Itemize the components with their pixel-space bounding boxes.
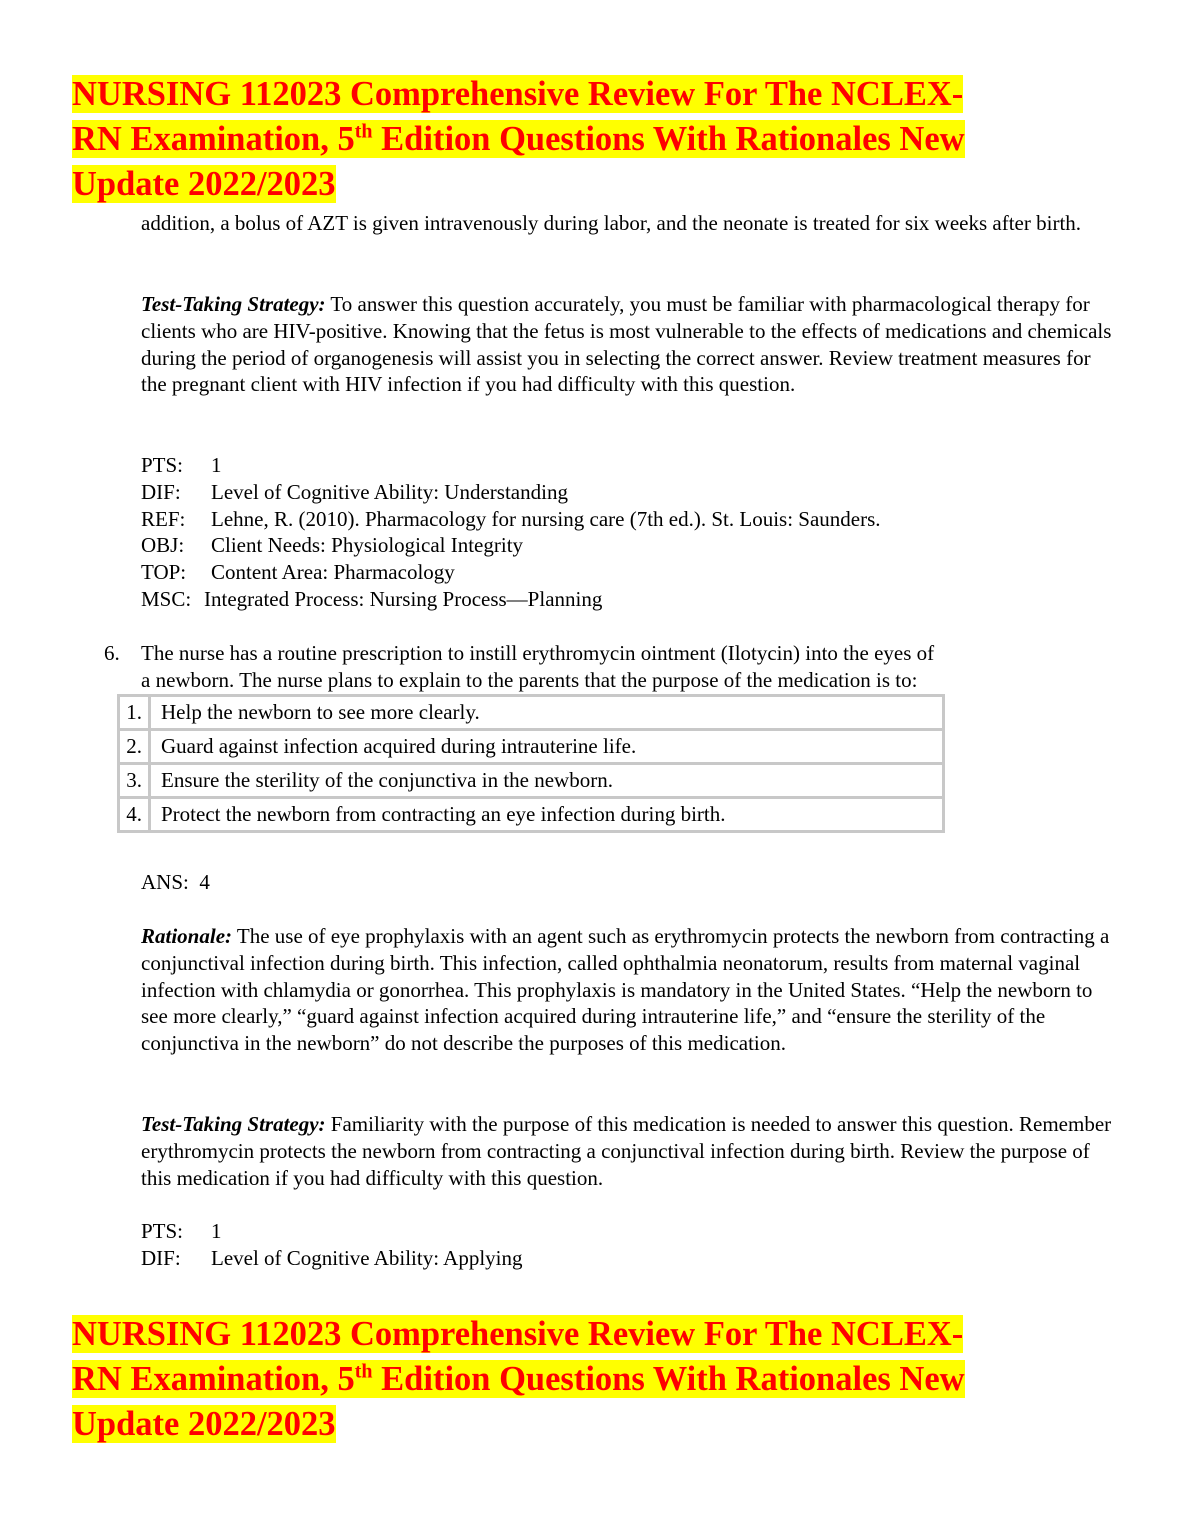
banner-line-3: Update 2022/2023 (72, 1405, 336, 1443)
banner-line-2: RN Examination, 5th Edition Questions With Rationales New (72, 120, 965, 158)
option-number: 1. (119, 696, 150, 730)
option-text: Protect the newborn from contracting an eye infection during birth. (150, 798, 944, 832)
banner-line-3: Update 2022/2023 (72, 165, 336, 203)
answer: ANS: 4 (141, 870, 210, 894)
rationale-text: The use of eye prophylaxis with an agent such as erythromycin protects the newborn from contracting a conjunctival infection during birth. This infection, called ophthalmia neonatorum, results from maternal vaginal infection with chlamydia or gonorrhea. This prophylaxis is mandatory in the United States. “Help the newborn to see more clearly,” “guard against infection acquired during intrauterine life,” and “ensure the sterility of the conjunctiva in the newborn” do not describe the purposes of this medication. (141, 924, 1110, 1056)
option-number: 4. (119, 798, 150, 832)
meta-row: MSC: Integrated Process: Nursing Process—Planning (141, 586, 603, 611)
meta-row: DIF: Level of Cognitive Ability: Applying (141, 1245, 523, 1270)
question-stem: The nurse has a routine prescription to instill erythromycin ointment (Ilotycin) into the eyes of a newborn. The nurse plans to explain to the parents that the purpose of the medication is to: (141, 641, 935, 692)
rationale (141, 923, 1121, 1057)
q6-strategy-text: Familiarity with the purpose of this medication is needed to answer this question. Remember erythromycin protects the newborn from contracting a conjunctival infection during birth. Review the purpose of this medication if you had difficulty with this question. (141, 1112, 1112, 1190)
q6-strategy (141, 1111, 1121, 1191)
header-banner (72, 72, 1118, 207)
banner-line-1: NURSING 112023 Comprehensive Review For The NCLEX- (72, 75, 964, 113)
option-number: 2. (119, 730, 150, 764)
q5-strategy-label: Test-Taking Strategy: (141, 292, 326, 316)
q5-strategy (141, 291, 1121, 398)
q6-strategy-label: Test-Taking Strategy: (141, 1112, 326, 1136)
option-row (119, 730, 944, 764)
banner-line-1: NURSING 112023 Comprehensive Review For The NCLEX- (72, 1315, 964, 1353)
footer-banner (72, 1312, 1118, 1447)
option-row (119, 798, 944, 832)
rationale-label: Rationale: (141, 924, 233, 948)
q6-meta-list (141, 1218, 522, 1272)
option-row (119, 764, 944, 798)
option-row (119, 696, 944, 730)
banner-line-2: RN Examination, 5th Edition Questions With Rationales New (72, 1360, 965, 1398)
q5-continuation: addition, a bolus of AZT is given intravenously during labor, and the neonate is treated for six weeks after birth. (141, 211, 1082, 235)
option-text: Guard against infection acquired during intrauterine life. (150, 730, 944, 764)
option-number: 3. (119, 764, 150, 798)
meta-row: REF: Lehne, R. (2010). Pharmacology for nursing care (7th ed.). St. Louis: Saunders. (141, 506, 881, 531)
q5-strategy-text: To answer this question accurately, you must be familiar with pharmacological therapy for clients who are HIV-positive. Knowing that the fetus is most vulnerable to the effects of medications and chemicals during the period of organogenesis will assist you in selecting the correct answer. Review treatment measures for the pregnant client with HIV infection if you had difficulty with this question. (141, 292, 1112, 397)
meta-row: DIF: Level of Cognitive Ability: Understanding (141, 479, 568, 504)
meta-row: PTS: 1 (141, 1219, 222, 1243)
meta-row: PTS: 1 (141, 453, 222, 477)
meta-row: OBJ: Client Needs: Physiological Integrity (141, 533, 524, 558)
options-table (117, 694, 945, 833)
q5-meta-list (141, 452, 881, 613)
meta-row: TOP: Content Area: Pharmacology (141, 560, 455, 585)
option-text: Ensure the sterility of the conjunctiva in the newborn. (150, 764, 944, 798)
option-text: Help the newborn to see more clearly. (150, 696, 944, 730)
question-number: 6. (104, 641, 120, 665)
